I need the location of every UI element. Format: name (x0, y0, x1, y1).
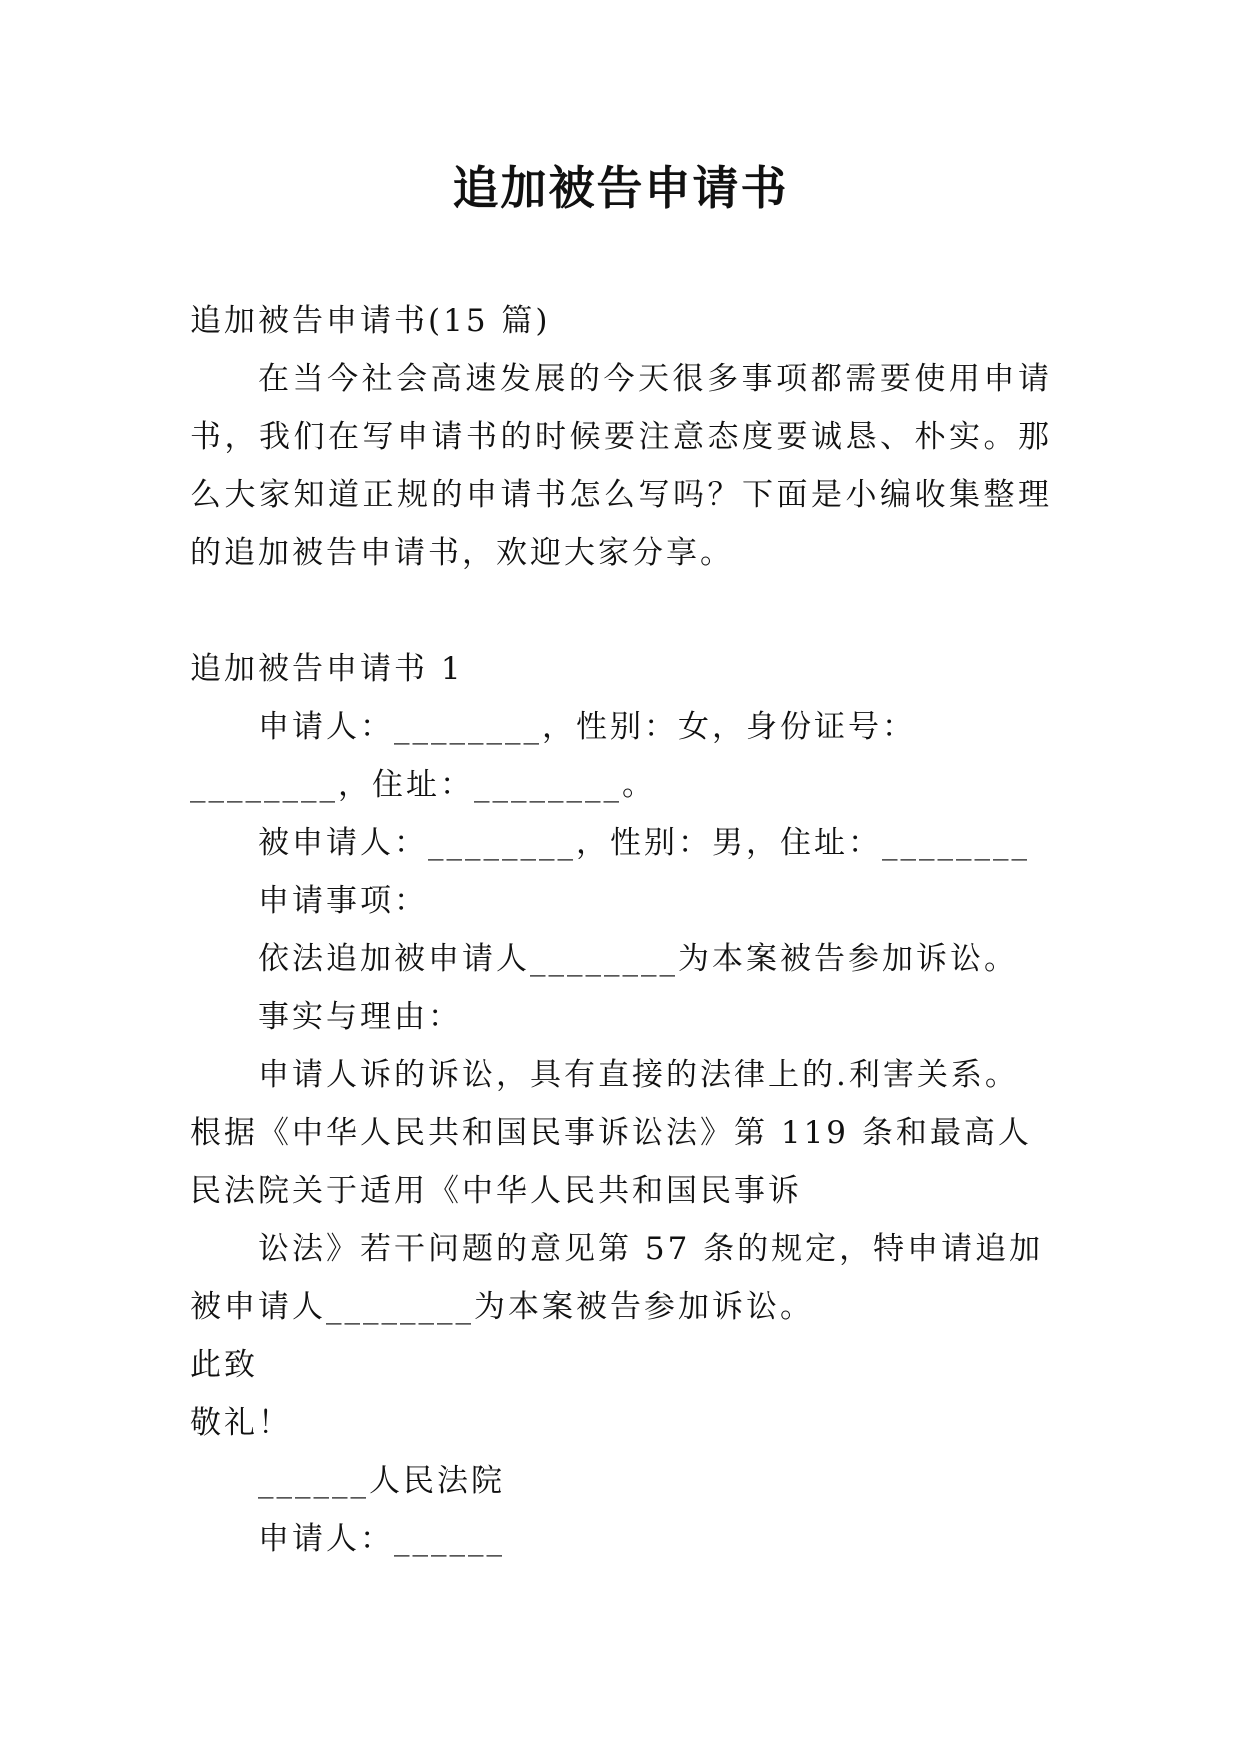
applicant-line: 申请人：________，性别：女，身份证号：________，住址：________。 (190, 709, 916, 803)
facts-label: 事实与理由： (258, 999, 462, 1035)
closing-salute: 敬礼！ (190, 1405, 292, 1441)
matters-label: 申请事项： (258, 883, 428, 919)
facts-paragraph-1: 申请人诉的诉讼，具有直接的法律上的.利害关系。根据《中华人民共和国民事诉讼法》第 119 条和最高人民法院关于适用《中华人民共和国民事诉 (190, 1057, 1032, 1209)
matters-text: 依法追加被申请人________为本案被告参加诉讼。 (258, 941, 1018, 977)
respondent-line: 被申请人：________，性别：男，住址：________ (258, 825, 1030, 861)
intro-paragraph: 在当今社会高速发展的今天很多事项都需要使用申请书，我们在写申请书的时候要注意态度要诚恳、朴实。那么大家知道正规的申请书怎么写吗？下面是小编收集整理的追加被告申请书，欢迎大家分享。 (190, 361, 1052, 571)
section-heading: 追加被告申请书 1 (190, 651, 464, 687)
subtitle: 追加被告申请书(15 篇) (190, 303, 551, 339)
page-title: 追加被告申请书 (452, 161, 789, 215)
spacer (190, 582, 1052, 640)
document-body (190, 292, 1052, 1568)
court-line: ______人民法院 (258, 1463, 505, 1499)
closing-greeting: 此致 (190, 1347, 258, 1383)
facts-paragraph-2: 讼法》若干问题的意见第 57 条的规定，特申请追加被申请人________为本案被告参加诉讼。 (190, 1231, 1044, 1325)
signature-line: 申请人：______ (258, 1521, 505, 1557)
